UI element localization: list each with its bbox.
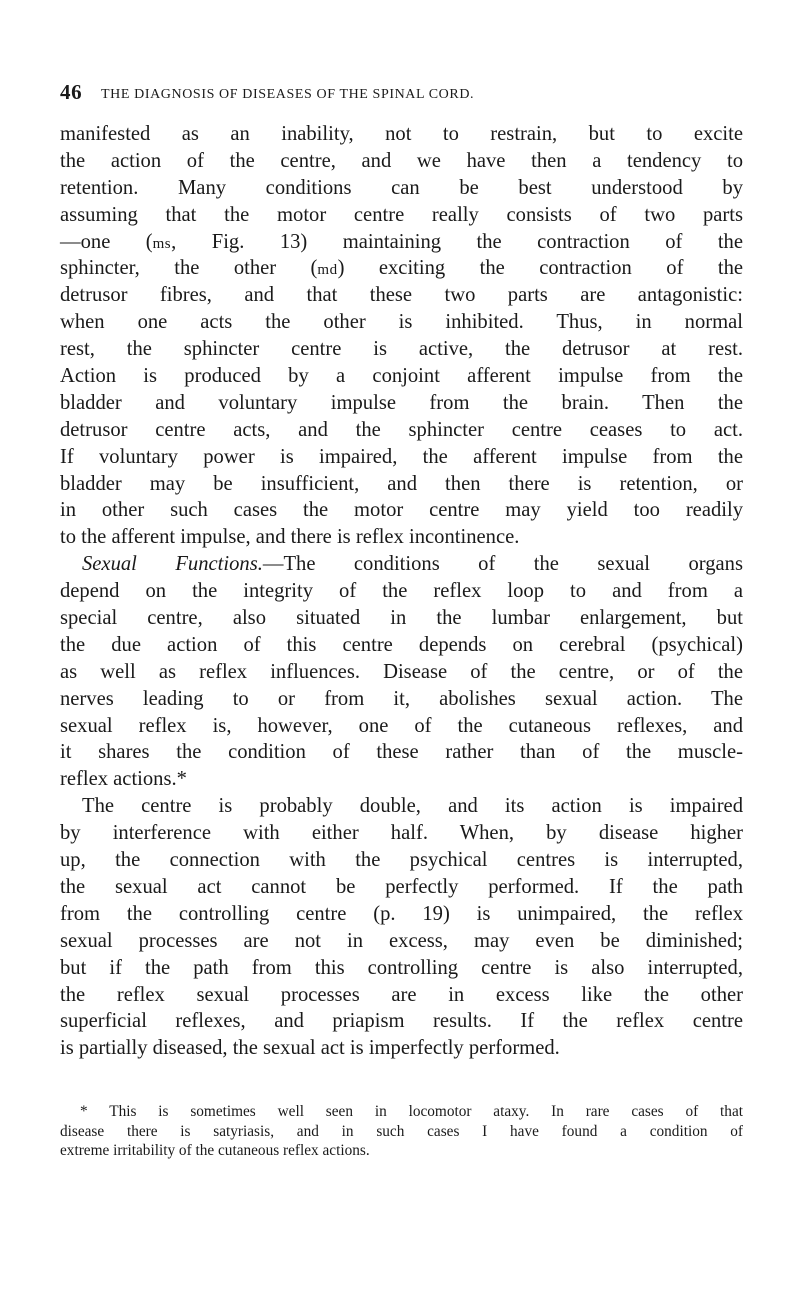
text-line: bladder may be insufficient, and then there is retention, or <box>60 472 743 495</box>
text-line: detrusor fibres, and that these two parts are antagonistic: <box>60 284 743 307</box>
text-line: to the afferent impulse, and there is reflex incontinence. <box>60 526 520 549</box>
text-line: is partially diseased, the sexual act is imperfectly performed. <box>60 1037 560 1060</box>
text-line: special centre, also situated in the lumbar enlargement, but <box>60 607 743 630</box>
text-line <box>60 229 743 256</box>
text-line: sexual processes are not in excess, may even be diminished; <box>60 929 743 952</box>
text-line: The centre is probably double, and its action is impaired <box>82 795 743 818</box>
text-fragment: ) exciting the contraction of the <box>337 257 744 280</box>
text-line: reflex actions.* <box>60 768 187 791</box>
page-number: 46 <box>60 80 83 104</box>
footnote-line: extreme irritability of the cutaneous reflex actions. <box>60 1142 370 1160</box>
text-fragment: sphincter, the other ( <box>60 257 318 280</box>
text-line: by interference with either half. When, by disease higher <box>60 822 743 845</box>
text-line: the due action of this centre depends on cerebral (psychical) <box>60 633 743 656</box>
text-line: it shares the condition of these rather than of the muscle- <box>60 741 743 764</box>
book-page <box>60 0 743 1308</box>
text-line: in other such cases the motor centre may yield too readily <box>60 499 743 522</box>
text-line: Action is produced by a conjoint afferent impulse from the <box>60 365 743 388</box>
text-line: the action of the centre, and we have then a tendency to <box>60 149 743 172</box>
text-line: depend on the integrity of the reflex loop to and from a <box>60 580 743 603</box>
page-header <box>60 80 743 110</box>
text-line: sexual reflex is, however, one of the cutaneous reflexes, and <box>60 714 743 737</box>
section-heading-sexual-functions: Sexual Functions. <box>82 553 263 576</box>
text-line: up, the connection with the psychical centres is interrupted, <box>60 849 743 872</box>
text-line: but if the path from this controlling centre is also interrupted, <box>60 956 743 979</box>
text-line: superficial reflexes, and priapism results. If the reflex centre <box>60 1010 743 1033</box>
figure-label-md: md <box>317 262 338 279</box>
text-line: the reflex sexual processes are in excess like the other <box>60 983 743 1006</box>
text-fragment: —one ( <box>60 230 153 253</box>
body-text <box>60 121 743 1062</box>
footnote <box>60 1102 743 1161</box>
text-line: nerves leading to or from it, abolishes sexual action. The <box>60 687 743 710</box>
text-line: detrusor centre acts, and the sphincter centre ceases to act. <box>60 418 743 441</box>
text-line: If voluntary power is impaired, the afferent impulse from the <box>60 445 743 468</box>
text-line: as well as reflex influences. Disease of the centre, or of the <box>60 660 743 683</box>
footnote-line: disease there is satyriasis, and in such cases I have found a condition of <box>60 1122 743 1140</box>
text-line: manifested as an inability, not to restrain, but to excite <box>60 123 743 145</box>
text-line: assuming that the motor centre really consists of two parts <box>60 203 743 226</box>
section-heading-line <box>60 551 743 578</box>
text-line: from the controlling centre (p. 19) is unimpaired, the reflex <box>60 902 743 925</box>
text-fragment: , Fig. 13) maintaining the contraction of the <box>171 230 743 253</box>
text-fragment: —The conditions of the sexual organs <box>262 553 743 576</box>
text-line <box>60 255 743 282</box>
text-line: rest, the sphincter centre is active, the detrusor at rest. <box>60 338 743 361</box>
text-line: the sexual act cannot be perfectly performed. If the path <box>60 875 743 898</box>
text-line: when one acts the other is inhibited. Thus, in normal <box>60 311 743 334</box>
text-line: retention. Many conditions can be best understood by <box>60 176 743 199</box>
figure-label-ms: ms <box>152 235 172 252</box>
text-line: bladder and voluntary impulse from the brain. Then the <box>60 391 743 414</box>
running-title: THE DIAGNOSIS OF DISEASES OF THE SPINAL CORD. <box>101 87 475 102</box>
footnote-line: * This is sometimes well seen in locomotor ataxy. In rare cases of that <box>80 1103 743 1120</box>
